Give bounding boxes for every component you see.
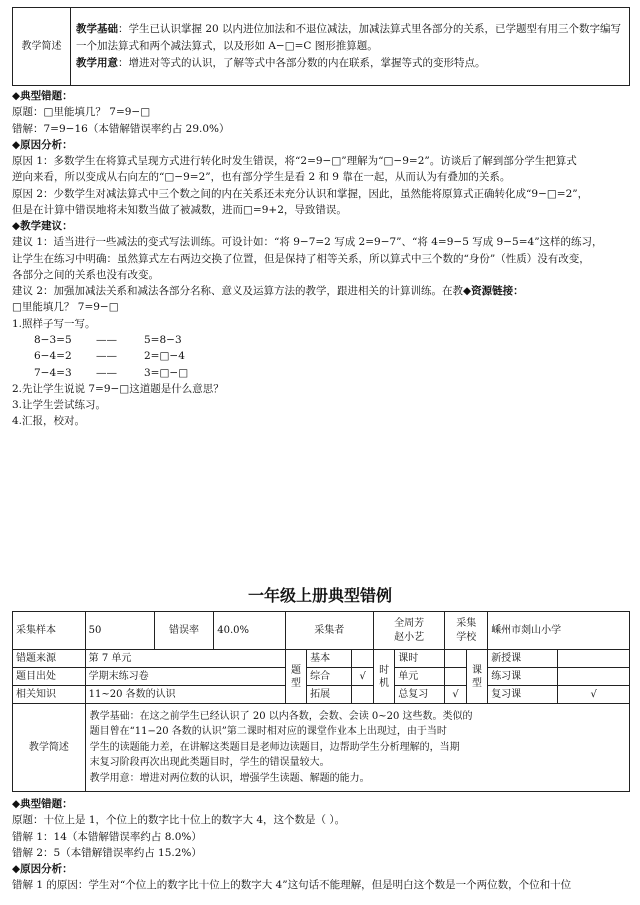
cause-1-line-1: 原因 1：多数学生在将算式呈现方式进行转化时发生错误，将“2=9−□”理解为“□−9=2”。访谈后了解到部分学生把算式 <box>12 155 577 168</box>
step-4: 4.汇报，校对。 <box>12 415 86 428</box>
example-row: 6−4=2 —— 2=□−4 <box>34 350 185 363</box>
collector-value: 全周芳 赵小艺 <box>373 612 444 650</box>
original-problem: 原题：□里能填几？ 7=9−□ <box>12 106 151 119</box>
cause-2-line-2: 但是在计算中错误地将未知数当做了被减数，进而□=9+2，导致错误。 <box>12 203 347 216</box>
basis-label: 教学基础 <box>76 23 118 35</box>
intent-label: 教学用意 <box>76 57 118 69</box>
example-row: 8−3=5 —— 5=8−3 <box>34 333 182 346</box>
intent-text: ：增进对等式的认识，了解等式中各部分数的内在联系，掌握等式的变形特点。 <box>118 57 486 69</box>
timing-lesson-check <box>445 650 466 668</box>
top-summary-label: 教学简述 <box>13 8 71 86</box>
advice-heading: ◆教学建议： <box>12 220 73 233</box>
section-one <box>12 88 630 430</box>
info-table <box>12 611 630 792</box>
course-new: 新授课 <box>488 650 558 668</box>
advice-2: 建议 2：加强加减法关系和减法各部分名称、意义及运算方法的教学，跟进相关的计算训练。在教 <box>12 285 464 298</box>
step-2: 2.先让学生说说 7=9−□这道题是什么意思？ <box>12 382 224 395</box>
wrong-answer-2-2: 错解 2：5（本错解错误率约占 15.2%） <box>12 846 202 859</box>
resource-heading: ◆资源链接： <box>463 285 524 298</box>
origin-value: 学期末练习卷 <box>85 668 285 686</box>
timing-review-check: √ <box>445 686 466 704</box>
sample-value: 50 <box>85 612 154 650</box>
source-label: 错题来源 <box>13 650 86 668</box>
top-summary-table <box>12 7 630 86</box>
course-review-check: √ <box>558 686 630 704</box>
course-practice-check <box>558 668 630 686</box>
source-value: 第 7 单元 <box>85 650 285 668</box>
school-label: 采集 学校 <box>445 612 488 650</box>
cause-heading: ◆原因分析： <box>12 138 73 151</box>
type-basic: 基本 <box>307 650 352 668</box>
example-row: 7−4=3 —— 3=□−□ <box>34 366 189 379</box>
step-1: 1.照样子写一写。 <box>12 317 96 330</box>
course-practice: 练习课 <box>488 668 558 686</box>
resource-question: □里能填几？ 7=9−□ <box>12 301 119 314</box>
type-comprehensive: 综合 <box>307 668 352 686</box>
course-type-label: 课 型 <box>466 650 487 704</box>
cause-2-line-1: 原因 2：少数学生对减法算式中三个数之间的内在关系还未充分认识和掌握，因此，虽然能将原算式正确转化成“9−□=2”， <box>12 187 589 200</box>
school-value: 嵊州市剡山小学 <box>488 612 630 650</box>
sample-label: 采集样本 <box>13 612 86 650</box>
typical-heading: ◆典型错题： <box>12 90 73 102</box>
example-rows <box>12 332 630 381</box>
wrong-answer-2-1: 错解 1：14（本错解错误率约占 8.0%） <box>12 830 202 843</box>
original-problem-2: 原题：十位上是 1，个位上的数字比十位上的数字大 4，这个数是（ ）。 <box>12 814 346 827</box>
typical-heading-2: ◆典型错题： <box>12 798 73 810</box>
brief-label: 教学简述 <box>13 704 86 792</box>
timing-review: 总复习 <box>395 686 445 704</box>
type-extension: 拓展 <box>307 686 352 704</box>
cause-1-line-2: 逆向来看，所以变成从右向左的“□−9=2”，也有部分学生是看 2 和 9 靠在一起，从而认为有叠加的关系。 <box>12 171 511 184</box>
timing-unit-check <box>445 668 466 686</box>
advice-1-line-2: 让学生在练习中明确：虽然算式左右两边交换了位置，但是保持了相等关系，所以算式中三个数的“身份”（性质）没有改变， <box>12 252 590 265</box>
origin-label: 题目出处 <box>13 668 86 686</box>
type-extension-check <box>352 686 373 704</box>
error-rate-value: 40.0% <box>214 612 285 650</box>
type-basic-check <box>352 650 373 668</box>
advice-1-line-3: 各部分之间的关系也没有改变。 <box>12 268 159 281</box>
type-comprehensive-check: √ <box>352 668 373 686</box>
basis-text: ：学生已认识掌握 20 以内进位加法和不退位减法，加减法算式里各部分的关系，已学题型有用三个数字编写一个加法算式和两个减法算式，以及形如 A−□=C 图形推算题。 <box>76 23 622 52</box>
cause-2-1: 错解 1 的原因：学生对“个位上的数字比十位上的数字大 4”这句话不能理解，但是明白这个数是一个两位数，个位和十位 <box>12 879 572 892</box>
cause-heading-2: ◆原因分析： <box>12 863 73 876</box>
timing-unit: 单元 <box>395 668 445 686</box>
page-title: 一年级上册典型错例 <box>247 586 392 605</box>
section-two <box>12 796 630 894</box>
course-new-check <box>558 650 630 668</box>
wrong-answer: 错解：7=9−16（本错解错误率约占 29.0%） <box>12 122 230 135</box>
timing-lesson: 课时 <box>395 650 445 668</box>
timing-label: 时 机 <box>373 650 394 704</box>
step-3: 3.让学生尝试练习。 <box>12 399 107 412</box>
error-rate-label: 错误率 <box>154 612 214 650</box>
knowledge-label: 相关知识 <box>13 686 86 704</box>
course-review: 复习课 <box>488 686 558 704</box>
brief-content: 教学基础：在这之前学生已经认识了 20 以内各数，会数、会读 0~20 这些数。类似的 题目曾在“11−20 各数的认识”第二课时相对应的课堂作业本上出现过，由于当时 学生的读题能力差，在讲解这类题目是老师边读题目，边帮助学生分析理解的，当期 末复习阶段再次出现此类题目时，学生的错误量较大。 教学用意：增进对两位数的认识，增强学生读题、解题的能力。 <box>85 704 629 792</box>
question-type-label: 题 型 <box>285 650 306 704</box>
collector-label: 采集者 <box>285 612 373 650</box>
knowledge-value: 11~20 各数的认识 <box>85 686 285 704</box>
advice-1-line-1: 建议 1：适当进行一些减法的变式写法训练。可设计如：“将 9−7=2 写成 2=9−7”、“将 4=9−5 写成 9−5=4”这样的练习， <box>12 236 603 249</box>
top-summary-content <box>71 8 630 86</box>
